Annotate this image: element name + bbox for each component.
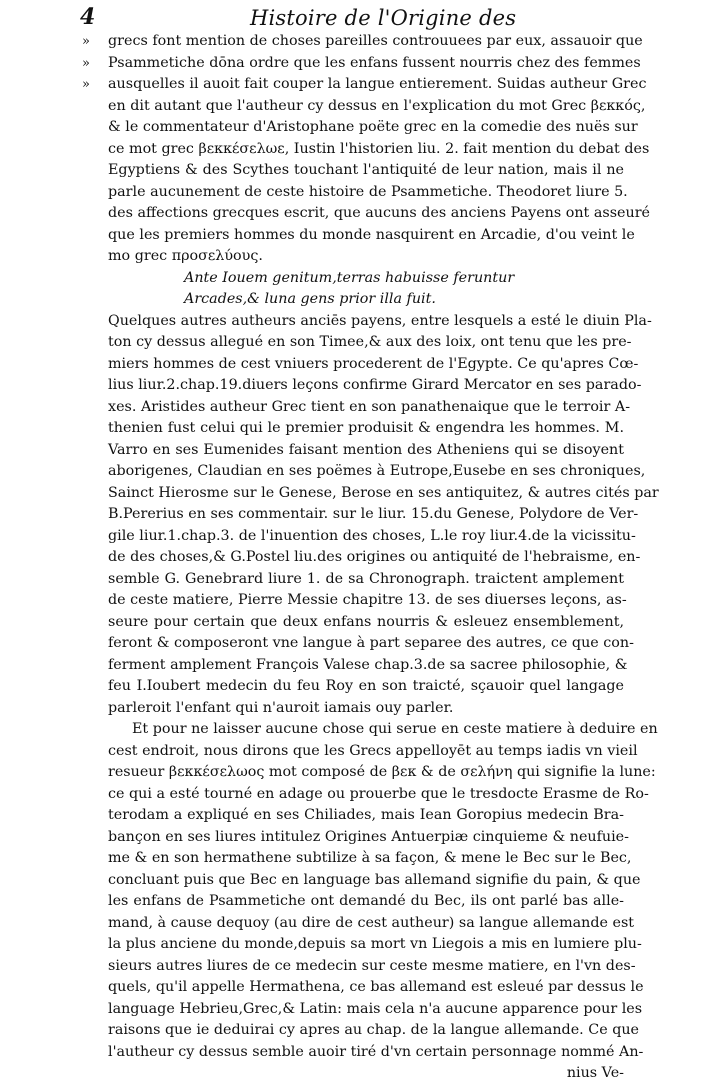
text-line [108,762,656,784]
line-text: sieurs autres liures de ce medecin sur ceste mesme matiere, en l'vn des- [108,957,636,974]
line-text: aborigenes, Claudian en ses poëmes à Eutrope,Eusebe en ses chroniques, [108,463,646,479]
text-line [108,913,635,935]
line-text: de des choses,& G.Postel liu.des origines ou antiquité de l'hebraisme, en- [108,549,641,565]
running-title: Histoire de l'Origine des [250,6,517,30]
line-text: Sainct Hierosme sur le Genese, Berose en ses antiquitez, & autres cités par [108,484,659,501]
text-line [108,848,632,870]
quote-marker: » [82,55,90,71]
text-line [108,1042,644,1064]
line-text: ferment amplement François Valese chap.3.de sa sacree philosophie, & [108,656,628,673]
line-text: quels, qu'il appelle Hermathena, ce bas allemand est esleué par dessus le [108,979,644,995]
text-line [108,956,636,978]
text-line [108,547,641,569]
text-line [108,397,631,419]
line-text: seure pour certain que deux enfans nourris & esleuez ensemblement, [108,613,624,630]
text-line [108,934,642,956]
line-text: language Hebrieu,Grec,& Latin: mais cela n'a aucune apparence pour les [108,1000,643,1017]
text-line [108,870,641,892]
text-line [108,418,624,440]
line-text: Quelques autres autheurs anciēs payens, entre lesquels a esté le diuin Pla- [108,312,652,329]
text-line [108,741,638,763]
line-text: parle aucunement de ceste histoire de Psammetiche. Theodoret liure 5. [108,183,628,200]
text-line [108,999,643,1021]
text-line [108,483,659,505]
text-line [108,139,650,161]
line-text: xes. Aristides autheur Grec tient en son panathenaique que le terroir A- [108,398,631,415]
line-text: Arcades,& luna gens prior illa fuit. [184,291,436,307]
line-text: concluant puis que Bec en language bas allemand signifie du pain, & que [108,871,641,888]
line-text: Varro en ses Eumenides faisant mention des Atheniens qui se disoyent [108,441,624,458]
line-text: mo grec προσελύους. [108,248,263,264]
text-line [108,1020,640,1042]
line-text: ce mot grec βεκκέσελωε, Iustin l'historien liu. 2. fait mention du debat des [108,140,650,157]
line-text: parleroit l'enfant qui n'auroit iamais ouy parler. [108,699,454,716]
line-text: ce qui a esté tourné en adage ou prouerbe que le tresdocte Erasme de Ro- [108,785,649,802]
text-block [82,31,659,1085]
text-line [108,891,624,913]
text-line [108,719,658,741]
line-text: & le commentateur d'Aristophane poëte grec en la comedie des nuës sur [108,119,638,135]
line-text: feront & composeront vne langue à part separee des autres, ce que con- [108,635,634,651]
text-line [108,246,624,268]
line-text: me & en son hermathene subtilize à sa façon, & mene le Bec sur le Bec, [108,850,632,866]
line-text: la plus anciene du monde,depuis sa mort vn Liegois a mis en lumiere plu- [108,936,642,952]
text-line [108,977,644,999]
text-line [108,504,639,526]
text-line [108,182,628,204]
text-line [108,203,651,225]
catchword: nius Ve- [566,1065,624,1081]
quote-marker: » [82,34,90,49]
line-text: miers hommes de cest vniuers procederent de l'Egypte. Ce qu'apres Cœ- [108,355,639,372]
text-line [82,31,643,53]
text-line [108,569,624,591]
text-line [82,53,641,75]
line-text: de ceste matiere, Pierre Messie chapitre 13. de ses diuerses leçons, as- [108,592,627,608]
line-text: B.Pererius en ses commentair. sur le liur. 15.du Genese, Polydore de Ver- [108,506,639,522]
line-text: des affections grecques escrit, que aucuns des anciens Payens ont asseuré [108,205,651,221]
line-text: Et pour ne laisser aucune chose qui serue en ceste matiere à deduire en [132,721,658,737]
text-line [108,117,638,139]
line-text: feu I.Ioubert medecin du feu Roy en son traicté, sçauoir quel langage [108,678,624,694]
line-text: bançon en ses liures intitulez Origines Antuerpiæ cinquieme & neufuie- [108,828,629,845]
line-text: lius liur.2.chap.19.diuers leçons confirme Girard Mercator en ses parado- [108,377,642,393]
line-text: que les premiers hommes du monde nasquirent en Arcadie, d'ou veint le [108,226,635,243]
line-text: resueur βεκκέσελωος mot composé de βεκ & de σελήνη qui signifie la lune: [108,764,656,780]
text-line [108,590,627,612]
text-line [108,96,646,118]
text-line [108,289,624,311]
text-line [108,311,652,333]
line-text: l'autheur cy dessus semble auoir tiré d'vn certain personnage nommé An- [108,1043,644,1060]
text-line [108,655,628,677]
text-line [108,160,624,182]
text-line [108,440,624,462]
text-line [108,633,634,655]
text-line [108,612,624,634]
text-line [108,526,636,548]
line-text: terodam a expliqué en ses Chiliades, mais Iean Goropius medecin Bra- [108,807,624,823]
text-line [108,827,629,849]
line-text: ton cy dessus allegué en son Timee,& aux des loix, ont tenu que les pre- [108,334,632,350]
page-header [80,4,668,30]
line-text: Egyptiens & des Scythes touchant l'antiquité de leur nation, mais il ne [108,162,624,178]
quote-marker: » [82,77,90,92]
text-line [108,268,624,290]
line-text: les enfans de Psammetiche ont demandé du Bec, ils ont parlé bas alle- [108,893,624,909]
text-line [108,784,649,806]
text-line [108,225,635,247]
line-text: semble G. Genebrard liure 1. de sa Chronograph. traictent amplement [108,570,624,587]
line-text: Ante Iouem genitum,terras habuisse feruntur [184,269,515,286]
folio-number: 4 [80,4,96,30]
line-text: ausquelles il auoit fait couper la langue entierement. Suidas autheur Grec [108,76,647,92]
text-line [108,461,646,483]
line-text: mand, à cause dequoy (au dire de cest autheur) sa langue allemande est [108,914,635,931]
text-line [82,74,647,96]
line-text: grecs font mention de choses pareilles controuuees par eux, assauoir que [108,33,643,49]
text-line [108,676,624,698]
line-text: en dit autant que l'autheur cy dessus en l'explication du mot Grec βεκκός, [108,97,646,114]
text-line [108,698,624,720]
text-line [108,332,632,354]
line-text: Psammetiche dōna ordre que les enfans fussent nourris chez des femmes [108,54,641,71]
line-text: gile liur.1.chap.3. de l'inuention des choses, L.le roy liur.4.de la vicissitu- [108,527,636,544]
text-line [108,375,642,397]
catchword-line [108,1063,624,1085]
text-line [108,805,624,827]
line-text: thenien fust celui qui le premier produisit & engendra les hommes. M. [108,420,624,436]
line-text: raisons que ie deduirai cy apres au chap. de la langue allemande. Ce que [108,1022,640,1038]
line-text: cest endroit, nous dirons que les Grecs appelloyēt au temps iadis vn vieil [108,742,638,759]
text-line [108,354,639,376]
